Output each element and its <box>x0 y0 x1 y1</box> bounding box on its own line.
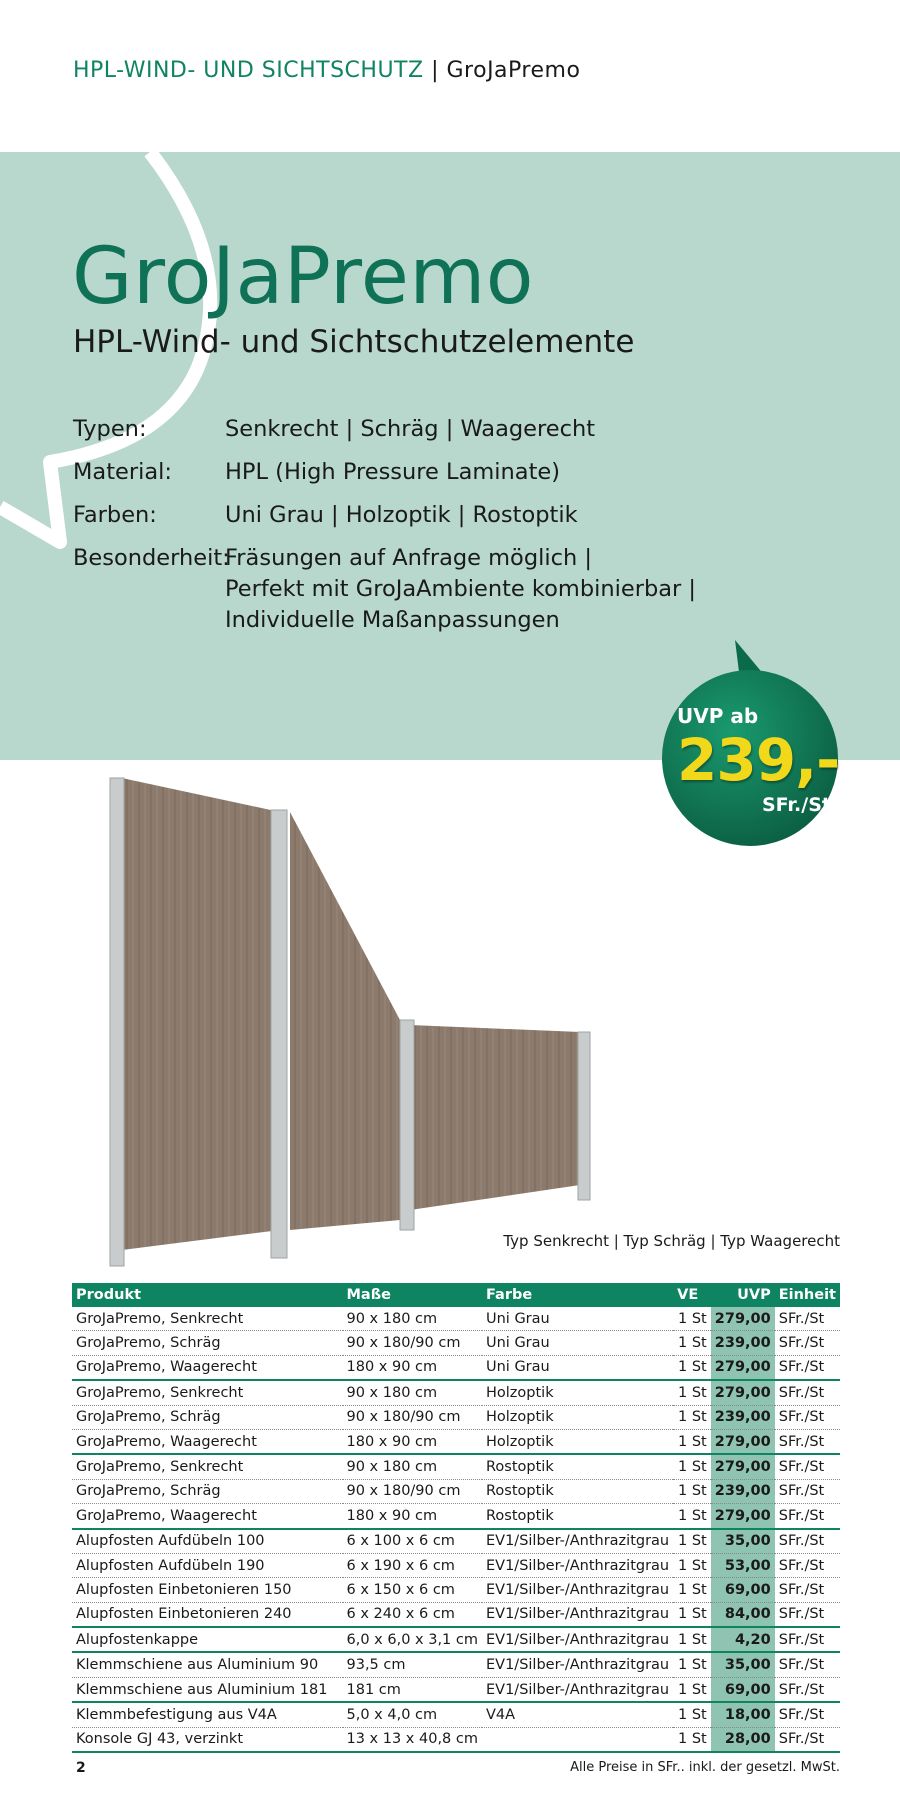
cell-product: GroJaPremo, Schräg <box>72 1405 343 1429</box>
panel-senkrecht <box>122 778 280 1250</box>
cell-unit: SFr./St <box>775 1479 840 1503</box>
table-row <box>72 1429 840 1454</box>
table-row <box>72 1702 840 1727</box>
table-row <box>72 1578 840 1602</box>
cell-uvp: 279,00 <box>711 1355 775 1380</box>
table-row <box>72 1307 840 1331</box>
cell-dims: 180 x 90 cm <box>343 1429 483 1454</box>
cell-color: Rostoptik <box>482 1454 673 1479</box>
cell-color: Uni Grau <box>482 1355 673 1380</box>
cell-product: Alupfosten Einbetonieren 240 <box>72 1602 343 1627</box>
table-row <box>72 1677 840 1702</box>
post-2 <box>271 810 287 1258</box>
spec-label: Material: <box>73 459 172 485</box>
cell-unit: SFr./St <box>775 1454 840 1479</box>
cell-color: Rostoptik <box>482 1479 673 1503</box>
cell-unit: SFr./St <box>775 1331 840 1355</box>
cell-ve: 1 St <box>673 1553 711 1577</box>
cell-unit: SFr./St <box>775 1677 840 1702</box>
cell-unit: SFr./St <box>775 1602 840 1627</box>
cell-color: Rostoptik <box>482 1504 673 1529</box>
cell-dims: 181 cm <box>343 1677 483 1702</box>
cell-uvp: 279,00 <box>711 1307 775 1331</box>
cell-unit: SFr./St <box>775 1380 840 1405</box>
cell-product: Alupfosten Aufdübeln 190 <box>72 1553 343 1577</box>
cell-unit: SFr./St <box>775 1702 840 1727</box>
cell-dims: 90 x 180/90 cm <box>343 1405 483 1429</box>
cell-dims: 90 x 180 cm <box>343 1380 483 1405</box>
cell-ve: 1 St <box>673 1627 711 1652</box>
page-header <box>73 58 580 83</box>
price-table <box>72 1283 840 1753</box>
page-number: 2 <box>76 1760 86 1776</box>
cell-color: Holzoptik <box>482 1429 673 1454</box>
table-row <box>72 1504 840 1529</box>
spec-row-colors <box>73 500 696 531</box>
cell-unit: SFr./St <box>775 1355 840 1380</box>
cell-product: GroJaPremo, Waagerecht <box>72 1504 343 1529</box>
cell-dims: 93,5 cm <box>343 1652 483 1677</box>
cell-ve: 1 St <box>673 1602 711 1627</box>
cell-uvp: 35,00 <box>711 1652 775 1677</box>
cell-ve: 1 St <box>673 1355 711 1380</box>
cell-dims: 180 x 90 cm <box>343 1504 483 1529</box>
header-dims: Maße <box>343 1283 483 1307</box>
cell-color: EV1/Silber-/Anthrazitgrau <box>482 1602 673 1627</box>
cell-product: GroJaPremo, Schräg <box>72 1331 343 1355</box>
cell-ve: 1 St <box>673 1504 711 1529</box>
cell-ve: 1 St <box>673 1652 711 1677</box>
cell-dims: 90 x 180/90 cm <box>343 1479 483 1503</box>
header-product: Produkt <box>72 1283 343 1307</box>
cell-product: GroJaPremo, Waagerecht <box>72 1429 343 1454</box>
panel-waagerecht <box>410 1025 580 1210</box>
table-row <box>72 1602 840 1627</box>
cell-color: EV1/Silber-/Anthrazitgrau <box>482 1529 673 1554</box>
cell-unit: SFr./St <box>775 1553 840 1577</box>
table-row <box>72 1380 840 1405</box>
page-subtitle: HPL-Wind- und Sichtschutzelemente <box>73 324 635 360</box>
cell-ve: 1 St <box>673 1702 711 1727</box>
cell-unit: SFr./St <box>775 1307 840 1331</box>
post-1 <box>110 778 124 1266</box>
cell-unit: SFr./St <box>775 1529 840 1554</box>
cell-unit: SFr./St <box>775 1578 840 1602</box>
cell-uvp: 239,00 <box>711 1479 775 1503</box>
table-header-row <box>72 1283 840 1307</box>
cell-product: Alupfosten Einbetonieren 150 <box>72 1578 343 1602</box>
spec-label: Besonderheit: <box>73 545 230 571</box>
spec-value: Fräsungen auf Anfrage möglich | Perfekt mit GroJaAmbiente kombinierbar | Individuelle Maßanpassungen <box>225 545 697 633</box>
cell-color <box>482 1727 673 1752</box>
panel-schraeg <box>290 812 400 1230</box>
cell-product: Alupfostenkappe <box>72 1627 343 1652</box>
table-body <box>72 1307 840 1752</box>
spec-row-types <box>73 414 696 445</box>
cell-uvp: 18,00 <box>711 1702 775 1727</box>
table-row <box>72 1529 840 1554</box>
cell-dims: 90 x 180/90 cm <box>343 1331 483 1355</box>
cell-color: EV1/Silber-/Anthrazitgrau <box>482 1578 673 1602</box>
cell-uvp: 69,00 <box>711 1677 775 1702</box>
spec-row-special <box>73 543 696 636</box>
cell-uvp: 84,00 <box>711 1602 775 1627</box>
cell-dims: 6 x 240 x 6 cm <box>343 1602 483 1627</box>
spec-value: Senkrecht | Schräg | Waagerecht <box>225 416 596 442</box>
cell-dims: 6 x 150 x 6 cm <box>343 1578 483 1602</box>
cell-ve: 1 St <box>673 1307 711 1331</box>
header-uvp: UVP <box>711 1283 775 1307</box>
cell-color: EV1/Silber-/Anthrazitgrau <box>482 1627 673 1652</box>
cell-product: Klemmbefestigung aus V4A <box>72 1702 343 1727</box>
cell-ve: 1 St <box>673 1454 711 1479</box>
cell-color: Uni Grau <box>482 1307 673 1331</box>
table-row <box>72 1627 840 1652</box>
header-unit: Einheit <box>775 1283 840 1307</box>
badge-unit: SFr./St <box>761 794 831 816</box>
header-brand: GroJaPremo <box>446 58 581 83</box>
cell-ve: 1 St <box>673 1405 711 1429</box>
table-row <box>72 1479 840 1503</box>
spec-label: Farben: <box>73 502 157 528</box>
header-ve: VE <box>673 1283 711 1307</box>
cell-uvp: 279,00 <box>711 1454 775 1479</box>
cell-unit: SFr./St <box>775 1627 840 1652</box>
cell-uvp: 28,00 <box>711 1727 775 1752</box>
cell-uvp: 239,00 <box>711 1405 775 1429</box>
cell-ve: 1 St <box>673 1578 711 1602</box>
badge-price: 239,- <box>677 726 840 794</box>
cell-uvp: 279,00 <box>711 1380 775 1405</box>
cell-color: V4A <box>482 1702 673 1727</box>
fence-product-image <box>100 770 610 1270</box>
cell-dims: 6,0 x 6,0 x 3,1 cm <box>343 1627 483 1652</box>
badge-prefix: UVP ab <box>677 704 759 728</box>
cell-uvp: 279,00 <box>711 1504 775 1529</box>
spec-label: Typen: <box>73 416 147 442</box>
post-3 <box>400 1020 414 1230</box>
footer-note: Alle Preise in SFr.. inkl. der gesetzl. MwSt. <box>570 1760 840 1775</box>
cell-dims: 6 x 190 x 6 cm <box>343 1553 483 1577</box>
table-row <box>72 1727 840 1752</box>
cell-color: EV1/Silber-/Anthrazitgrau <box>482 1553 673 1577</box>
image-caption: Typ Senkrecht | Typ Schräg | Typ Waagerecht <box>503 1232 840 1250</box>
table-row <box>72 1355 840 1380</box>
cell-uvp: 239,00 <box>711 1331 775 1355</box>
cell-color: Holzoptik <box>482 1380 673 1405</box>
page-title: GroJaPremo <box>72 232 535 322</box>
post-4 <box>578 1032 590 1200</box>
spec-row-material <box>73 457 696 488</box>
table-row <box>72 1331 840 1355</box>
cell-product: Klemmschiene aus Aluminium 90 <box>72 1652 343 1677</box>
cell-product: GroJaPremo, Senkrecht <box>72 1454 343 1479</box>
table-row <box>72 1652 840 1677</box>
cell-dims: 6 x 100 x 6 cm <box>343 1529 483 1554</box>
cell-product: GroJaPremo, Senkrecht <box>72 1307 343 1331</box>
cell-color: EV1/Silber-/Anthrazitgrau <box>482 1652 673 1677</box>
spec-list <box>73 414 696 648</box>
cell-unit: SFr./St <box>775 1652 840 1677</box>
cell-unit: SFr./St <box>775 1405 840 1429</box>
cell-product: Alupfosten Aufdübeln 100 <box>72 1529 343 1554</box>
table-row <box>72 1553 840 1577</box>
cell-ve: 1 St <box>673 1331 711 1355</box>
header-color: Farbe <box>482 1283 673 1307</box>
table-row <box>72 1454 840 1479</box>
cell-ve: 1 St <box>673 1727 711 1752</box>
cell-uvp: 279,00 <box>711 1429 775 1454</box>
cell-color: Holzoptik <box>482 1405 673 1429</box>
spec-value: HPL (High Pressure Laminate) <box>225 459 561 485</box>
spec-value: Uni Grau | Holzoptik | Rostoptik <box>225 502 578 528</box>
cell-ve: 1 St <box>673 1380 711 1405</box>
cell-ve: 1 St <box>673 1677 711 1702</box>
cell-ve: 1 St <box>673 1529 711 1554</box>
cell-uvp: 4,20 <box>711 1627 775 1652</box>
cell-dims: 5,0 x 4,0 cm <box>343 1702 483 1727</box>
cell-dims: 13 x 13 x 40,8 cm <box>343 1727 483 1752</box>
cell-product: Konsole GJ 43, verzinkt <box>72 1727 343 1752</box>
cell-product: GroJaPremo, Schräg <box>72 1479 343 1503</box>
cell-product: Klemmschiene aus Aluminium 181 <box>72 1677 343 1702</box>
cell-uvp: 35,00 <box>711 1529 775 1554</box>
cell-ve: 1 St <box>673 1429 711 1454</box>
cell-unit: SFr./St <box>775 1504 840 1529</box>
price-badge <box>655 640 855 840</box>
cell-unit: SFr./St <box>775 1727 840 1752</box>
cell-color: EV1/Silber-/Anthrazitgrau <box>482 1677 673 1702</box>
cell-dims: 90 x 180 cm <box>343 1307 483 1331</box>
table-row <box>72 1405 840 1429</box>
cell-color: Uni Grau <box>482 1331 673 1355</box>
header-separator: | <box>431 58 439 83</box>
cell-dims: 180 x 90 cm <box>343 1355 483 1380</box>
cell-product: GroJaPremo, Senkrecht <box>72 1380 343 1405</box>
cell-product: GroJaPremo, Waagerecht <box>72 1355 343 1380</box>
cell-ve: 1 St <box>673 1479 711 1503</box>
cell-unit: SFr./St <box>775 1429 840 1454</box>
cell-uvp: 53,00 <box>711 1553 775 1577</box>
cell-dims: 90 x 180 cm <box>343 1454 483 1479</box>
cell-uvp: 69,00 <box>711 1578 775 1602</box>
header-category: HPL-WIND- UND SICHTSCHUTZ <box>73 58 424 83</box>
